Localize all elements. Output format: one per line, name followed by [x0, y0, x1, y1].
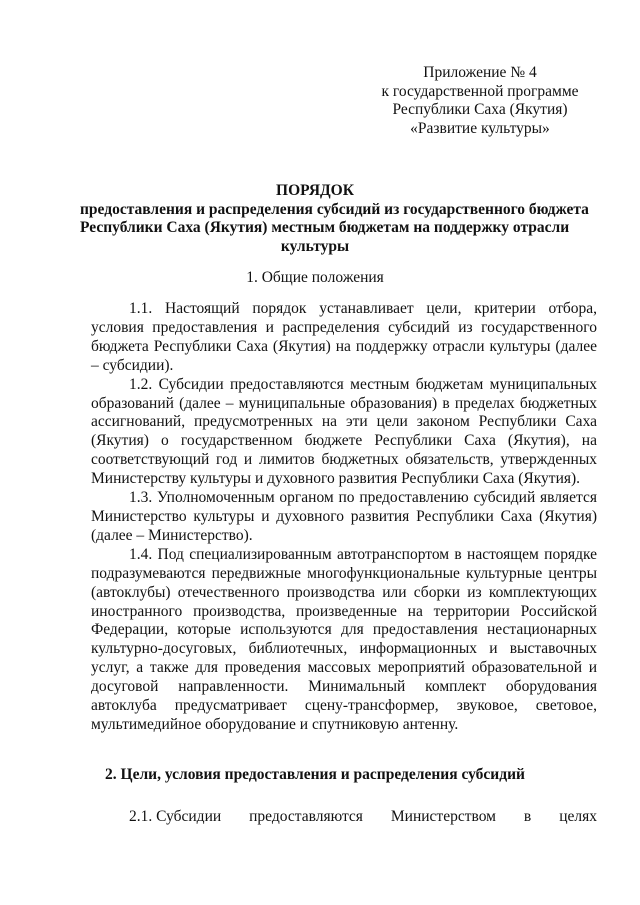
word: 2.1. Субсидии: [129, 808, 222, 825]
section-2-heading: 2. Цели, условия предоставления и распределения субсидий: [105, 766, 525, 783]
document-title: [80, 182, 589, 256]
section-1-heading: 1. Общие положения: [246, 269, 384, 286]
title-line-2: предоставления и распределения субсидий из государственного бюджета: [80, 200, 589, 218]
paragraph-1-1: 1.1. Настоящий порядок устанавливает цели, критерии отбора, условия предоставления и распределения субсидий из государственного бюджета Республики Саха (Якутия) на поддержку отрасли культуры (далее – субсидии).: [91, 300, 597, 374]
title-line-4: культуры: [280, 237, 350, 255]
word: в: [523, 808, 532, 825]
paragraph-1-4: 1.4. Под специализированным автотранспортом в настоящем порядке подразумеваются передвижные многофункциональные культурные центры (автоклубы) отечественного производства или сборки из комплектующих иностранного производства, произведенные на территории Российской Федерации, которые используются для предоставления нестационарных культурно-досуговых, библиотечных, информационных и выставочных услуг, а также для проведения массовых мероприятий образовательной и досуговой направленности. Минимальный комплект оборудования автоклуба предусматривает сцену-трансформер, звуковое, световое, мультимедийное оборудование и спутниковую антенну.: [91, 545, 597, 733]
appendix-number: Приложение № 4: [423, 64, 537, 81]
appendix-program-ref: к государственной программе: [381, 82, 579, 100]
appendix-header: [330, 64, 630, 138]
paragraph-1-2: 1.2. Субсидии предоставляются местным бюджетам муниципальных образований (далее – муниципальные образования) в пределах бюджетных ассигнований, предусмотренных на эти цели законом Республики Саха (Якутия) о государственном бюджете Республики Саха (Якутия), на соответствующий год и лимитов бюджетных обязательств, утвержденных Министерству культуры и духовного развития Республики Саха (Якутия).: [91, 375, 597, 488]
appendix-republic: Республики Саха (Якутия): [392, 101, 568, 118]
section-1-body: [91, 300, 597, 735]
title-line-1: ПОРЯДОК: [276, 182, 354, 199]
word: предоставляются: [249, 808, 363, 825]
paragraph-2-1-first-line: [91, 808, 597, 827]
word: целях: [559, 808, 597, 825]
paragraph-1-3: 1.3. Уполномоченным органом по предоставлению субсидий является Министерство культуры и духовного развития Республики Саха (Якутия) (далее – Министерство).: [91, 489, 597, 544]
word: Министерством: [390, 808, 496, 825]
appendix-program-name: «Развитие культуры»: [410, 119, 550, 137]
title-line-3: Республики Саха (Якутия) местным бюджетам на поддержку отрасли: [80, 219, 570, 236]
